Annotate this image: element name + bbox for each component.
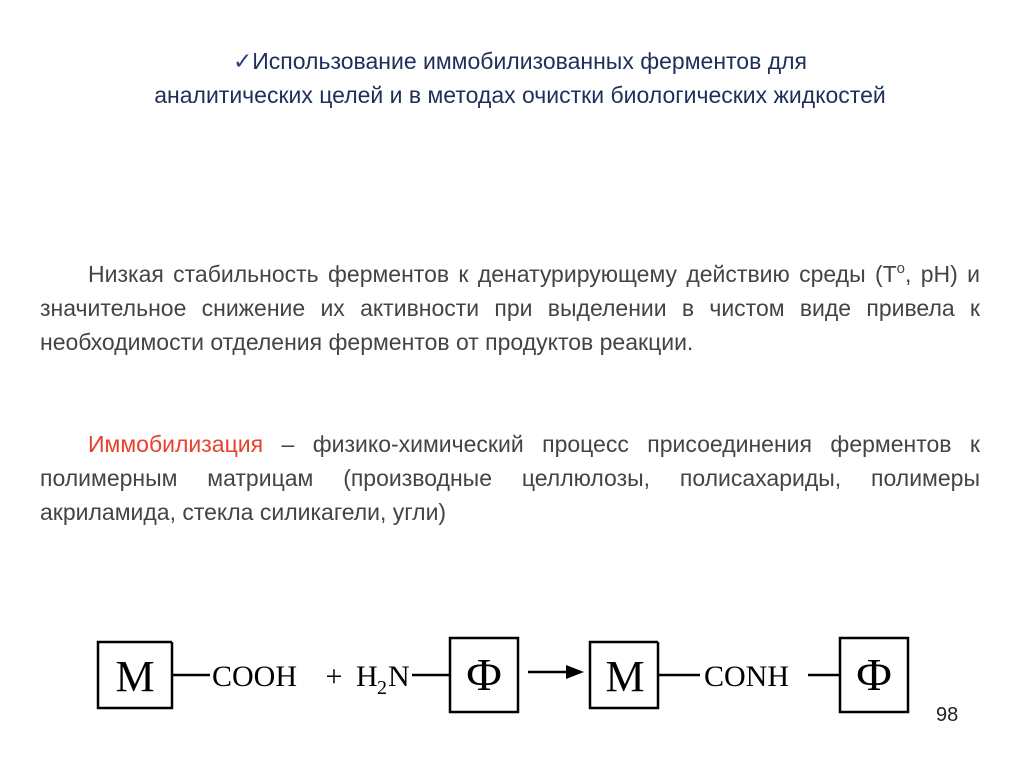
degree-superscript: о [896,260,906,277]
amine-n: N [388,660,410,693]
amine-subscript: 2 [377,677,387,699]
amide-group: CONH [704,660,790,693]
immobilization-term: Иммобилизация [88,431,264,457]
immobilization-definition: – физико-химический процесс присоединения ферментов к полимерным матрицам (производные целлюлозы, полисахариды, полимеры акриламида, стекла силикагели, угли) [40,431,980,525]
enzyme-label-2: Ф [855,649,893,700]
amine-h: H [356,660,378,693]
immobilization-reaction-scheme [0,620,1024,740]
enzyme-label-1: Ф [465,649,503,700]
paragraph-immobilization [40,427,980,529]
matrix-label-1: М [115,652,155,701]
title-line-1: Использование иммобилизованных ферментов для [252,48,807,74]
paragraph-stability-text-2: , рН) и значительное снижение их активности при выделении в чистом виде привела к необходимости отделения ферментов от продуктов реакции. [40,261,980,355]
carboxyl-group: COOH [212,660,298,693]
checkmark-icon: ✓ [232,48,253,74]
title-line-2: аналитических целей и в методах очистки биологических жидкостей [154,82,886,108]
slide-title [60,44,980,112]
paragraph-stability [40,252,980,359]
plus-sign: + [325,660,343,693]
matrix-label-2: М [605,652,645,701]
page-number: 98 [936,704,959,726]
reaction-arrow-head [566,665,584,679]
paragraph-stability-text-1: Низкая стабильность ферментов к денатурирующему действию среды (Т [88,261,897,287]
